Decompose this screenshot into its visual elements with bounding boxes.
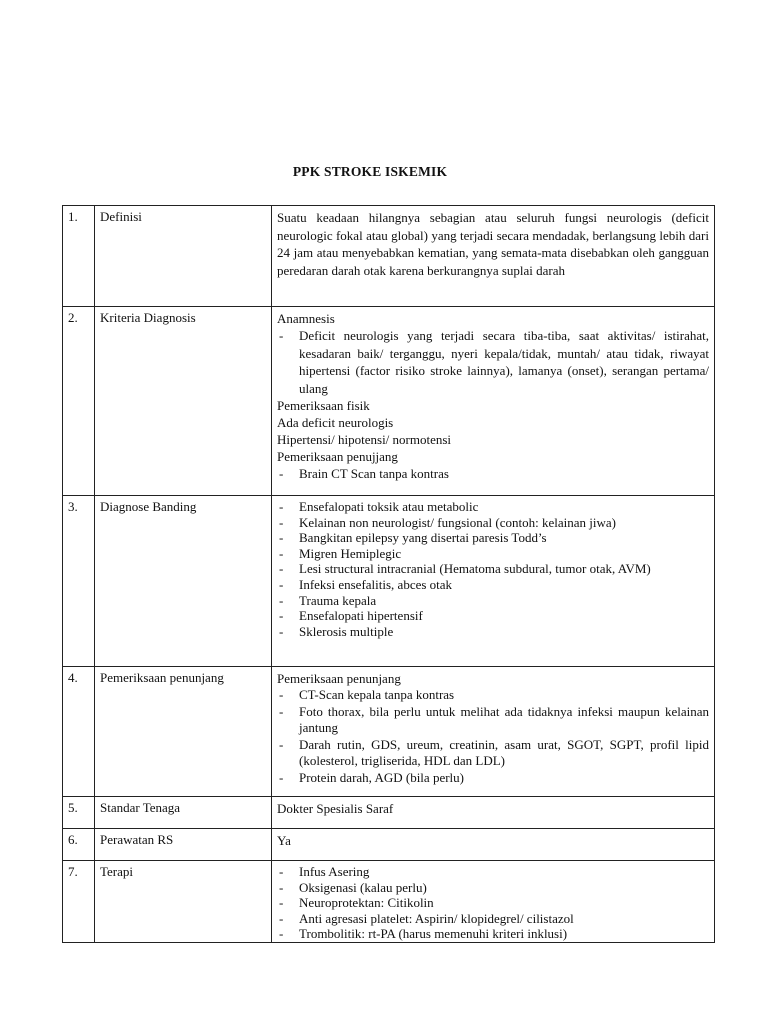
list-item: - Deficit neurologis yang terjadi secara tiba-tiba, saat aktivitas/ istirahat, kesadaran baik/ terganggu, nyeri kepala/tidak, muntah/ atau tidak, riwayat hipertensi (factor risiko stroke lainnya), lamanya (onset), serangan pertama/ ulang bbox=[277, 327, 709, 397]
row-content bbox=[272, 206, 715, 307]
list-item: - Lesi structural intracranial (Hematoma subdural, tumor otak, AVM) bbox=[277, 561, 709, 577]
list-item: - Oksigenasi (kalau perlu) bbox=[277, 880, 709, 896]
diagnose-banding-list bbox=[277, 499, 709, 639]
static-line: Ada deficit neurologis bbox=[277, 415, 394, 430]
row-content: Dokter Spesialis Saraf bbox=[272, 797, 715, 829]
row-number: 1. bbox=[63, 206, 95, 307]
list-item: - Bangkitan epilepsy yang disertai paresis Todd’s bbox=[277, 530, 709, 546]
table-row-terapi bbox=[63, 861, 715, 943]
list-item: - Ensefalopati hipertensif bbox=[277, 608, 709, 624]
section-label: Pemeriksaan penujjang bbox=[277, 449, 398, 464]
row-content bbox=[272, 307, 715, 496]
row-label: Diagnose Banding bbox=[95, 496, 272, 667]
definition-text: Suatu keadaan hilangnya sebagian atau seluruh fungsi neurologis (deficit neurologic fokal atau global) yang terjadi secara mendadak, berlangsung lebih dari 24 jam atau menyebabkan kematian, yang semata-mata disebabkan oleh gangguan peredaran darah otak karena berkurangnya suplai darah bbox=[277, 210, 709, 278]
section-label: Pemeriksaan fisik bbox=[277, 398, 370, 413]
row-content bbox=[272, 861, 715, 943]
row-number: 2. bbox=[63, 307, 95, 496]
list-item: - Infeksi ensefalitis, abces otak bbox=[277, 577, 709, 593]
row-label: Perawatan RS bbox=[95, 829, 272, 861]
table-row-kriteria-diagnosis bbox=[63, 307, 715, 496]
table-row-definisi bbox=[63, 206, 715, 307]
list-item: - Migren Hemiplegic bbox=[277, 546, 709, 562]
row-label: Pemeriksaan penunjang bbox=[95, 667, 272, 797]
row-content bbox=[272, 496, 715, 667]
list-item: - Infus Asering bbox=[277, 864, 709, 880]
row-label: Terapi bbox=[95, 861, 272, 943]
row-content bbox=[272, 667, 715, 797]
list-item: - Sklerosis multiple bbox=[277, 624, 709, 640]
list-item: - Foto thorax, bila perlu untuk melihat ada tidaknya infeksi maupun kelainan jantung bbox=[277, 704, 709, 737]
list-item: - Darah rutin, GDS, ureum, creatinin, asam urat, SGOT, SGPT, profil lipid (kolesterol, trigliserida, HDL dan LDL) bbox=[277, 737, 709, 770]
page-title: PPK STROKE ISKEMIK bbox=[292, 164, 448, 179]
row-number: 5. bbox=[63, 797, 95, 829]
row-label: Kriteria Diagnosis bbox=[95, 307, 272, 496]
table-row-diagnose-banding bbox=[63, 496, 715, 667]
anamnesis-list bbox=[277, 327, 709, 397]
table-row-perawatan-rs bbox=[63, 829, 715, 861]
row-number: 6. bbox=[63, 829, 95, 861]
section-label: Anamnesis bbox=[277, 311, 335, 326]
list-item: - Trombolitik: rt-PA (harus memenuhi kriteri inklusi) bbox=[277, 926, 709, 942]
terapi-list bbox=[277, 864, 709, 942]
row-label: Definisi bbox=[95, 206, 272, 307]
table-row-standar-tenaga bbox=[63, 797, 715, 829]
row-number: 3. bbox=[63, 496, 95, 667]
list-item: - Kelainan non neurologist/ fungsional (contoh: kelainan jiwa) bbox=[277, 515, 709, 531]
pemeriksaan-list bbox=[277, 687, 709, 786]
row-number: 4. bbox=[63, 667, 95, 797]
row-number: 7. bbox=[63, 861, 95, 943]
row-content: Ya bbox=[272, 829, 715, 861]
section-label: Pemeriksaan penunjang bbox=[277, 671, 401, 686]
ppk-table bbox=[62, 205, 715, 943]
row-label: Standar Tenaga bbox=[95, 797, 272, 829]
list-item: - Trauma kepala bbox=[277, 593, 709, 609]
list-item: - Brain CT Scan tanpa kontras bbox=[277, 465, 709, 483]
list-item: - Protein darah, AGD (bila perlu) bbox=[277, 770, 709, 787]
penunjang-list bbox=[277, 465, 709, 483]
static-line: Hipertensi/ hipotensi/ normotensi bbox=[277, 432, 452, 447]
list-item: - Ensefalopati toksik atau metabolic bbox=[277, 499, 709, 515]
list-item: - Neuroprotektan: Citikolin bbox=[277, 895, 709, 911]
list-item: - Anti agresasi platelet: Aspirin/ klopidegrel/ cilistazol bbox=[277, 911, 709, 927]
table-row-pemeriksaan-penunjang bbox=[63, 667, 715, 797]
list-item: - CT-Scan kepala tanpa kontras bbox=[277, 687, 709, 704]
